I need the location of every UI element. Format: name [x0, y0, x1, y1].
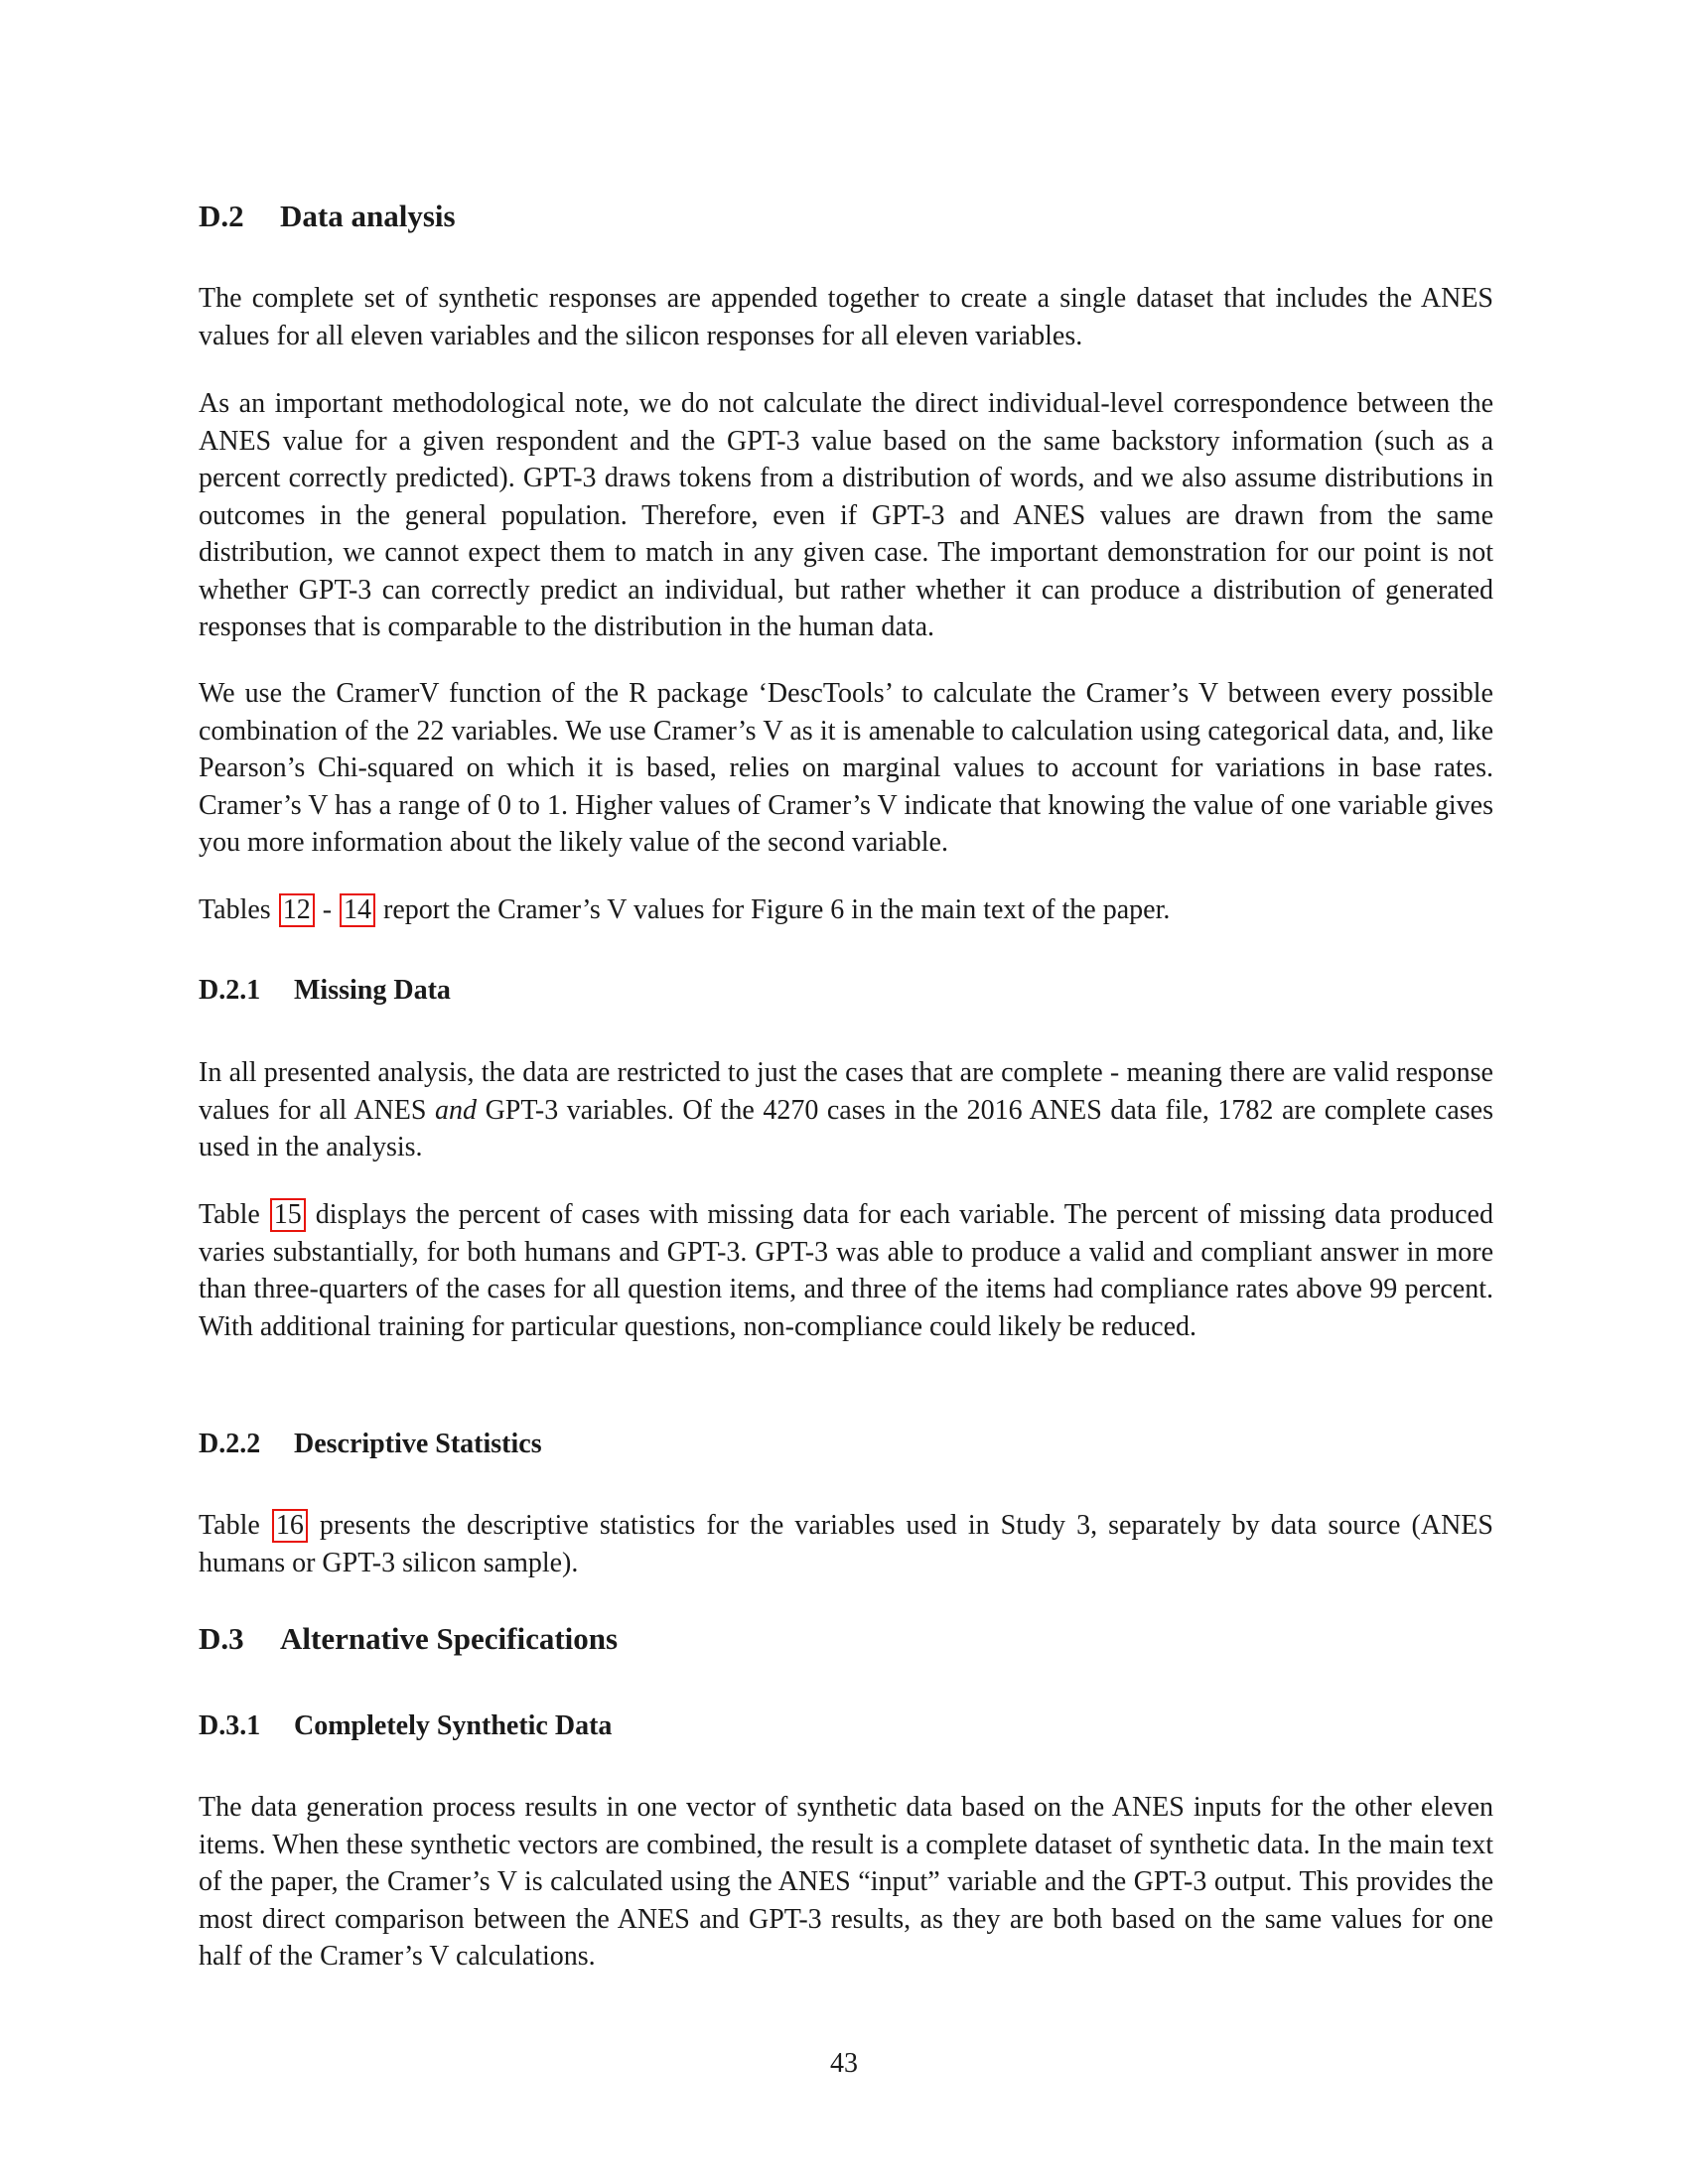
paragraph-synthetic-data: The data generation process results in one vector of synthetic data based on the ANES inputs for the other eleven items. When these synthetic vectors are combined, the result is a complete dataset of synthetic data. In the main text of the paper, the Cramer’s V is calculated using the ANES “input” variable and the GPT-3 output. This provides the most direct comparison between the ANES and GPT-3 results, as they are both based on the same values for one half of the Cramer’s V calculations. — [199, 1792, 1493, 1972]
subsection-number: D.2.2 — [199, 1429, 261, 1459]
subsection-heading-d21 — [199, 973, 451, 1009]
table-ref-link[interactable]: 16 — [272, 1509, 308, 1543]
paragraph-descriptive-stats: Table 16 presents the descriptive statistics for the variables used in Study 3, separately by data source (ANES humans or GPT-3 silicon sample). — [199, 1510, 1493, 1578]
table-ref-link[interactable]: 12 — [279, 893, 315, 927]
subsection-number: D.3.1 — [199, 1710, 261, 1741]
page-number: 43 — [830, 2048, 858, 2079]
paragraph-missing-data: In all presented analysis, the data are restricted to just the cases that are complete - meaning there are valid response values for all ANES and GPT-3 variables. Of the 4270 cases in the 2016 ANES data file, 1782 are complete cases used in the analysis. — [199, 1057, 1493, 1162]
paragraph-dataset: The complete set of synthetic responses are appended together to create a single dataset that includes the ANES values for all eleven variables and the silicon responses for all eleven variables. — [199, 283, 1493, 351]
paragraph-missing-percent: Table 15 displays the percent of cases with missing data for each variable. The percent of missing data produced varies substantially, for both humans and GPT-3. GPT-3 was able to produce a valid and compliant answer in more than three-quarters of the cases for all question items, and three of the items had compliance rates above 99 percent. With additional training for particular questions, non-compliance could likely be reduced. — [199, 1199, 1493, 1342]
table-ref-link[interactable]: 14 — [340, 893, 375, 927]
subsection-title: Descriptive Statistics — [294, 1429, 542, 1459]
subsection-title: Missing Data — [294, 975, 451, 1006]
table-ref-link[interactable]: 15 — [270, 1198, 306, 1232]
paragraph-cramers-v: We use the CramerV function of the R package ‘DescTools’ to calculate the Cramer’s V between every possible combination of the 22 variables. We use Cramer’s V as it is amenable to calculation using categorical data, and, like Pearson’s Chi-squared on which it is based, relies on marginal values to account for variations in base rates. Cramer’s V has a range of 0 to 1. Higher values of Cramer’s V indicate that knowing the value of one variable gives you more information about the likely value of the second variable. — [199, 678, 1493, 858]
section-number: D.2 — [199, 199, 244, 233]
section-heading-d2 — [199, 197, 456, 236]
paragraph-methodological-note: As an important methodological note, we do not calculate the direct individual-level correspondence between the ANES value for a given respondent and the GPT-3 value based on the same backstory information (such as a percent correctly predicted). GPT-3 draws tokens from a distribution of words, and we also assume distributions in outcomes in the general population. Therefore, even if GPT-3 and ANES values are drawn from the same distribution, we cannot expect them to match in any given case. The important demonstration for our point is not whether GPT-3 can correctly predict an individual, but rather whether it can produce a distribution of generated responses that is comparable to the distribution in the human data. — [199, 388, 1493, 642]
section-heading-d3 — [199, 1619, 618, 1659]
paragraph-tables-reference: Tables 12 - 14 report the Cramer’s V values for Figure 6 in the main text of the paper. — [199, 894, 1171, 925]
subsection-heading-d31 — [199, 1708, 612, 1744]
subsection-number: D.2.1 — [199, 975, 261, 1006]
section-number: D.3 — [199, 1621, 244, 1656]
section-title: Data analysis — [280, 199, 456, 233]
subsection-title: Completely Synthetic Data — [294, 1710, 613, 1741]
subsection-heading-d22 — [199, 1427, 542, 1462]
section-title: Alternative Specifications — [280, 1621, 619, 1656]
